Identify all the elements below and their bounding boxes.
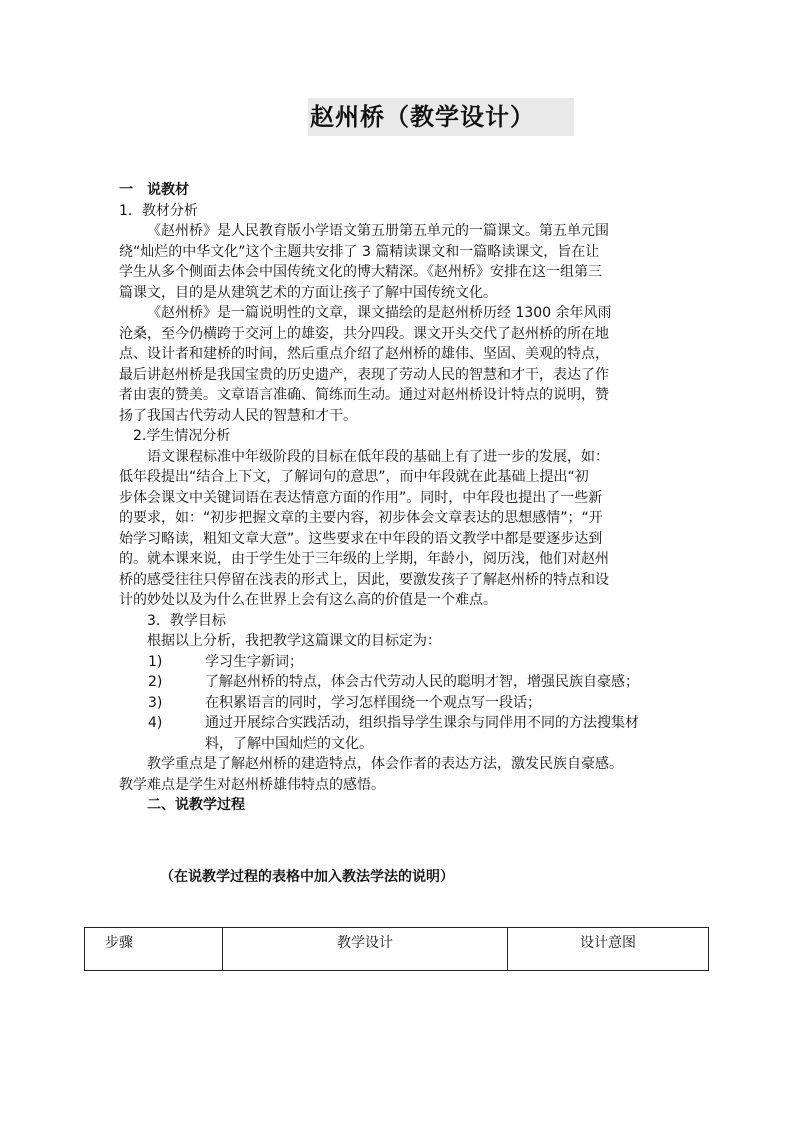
- paragraph-line: 者由衷的赞美。文章语言准确、简练而生动。通过对赵州桥设计特点的说明，赞: [119, 387, 609, 403]
- paragraph-line: 扬了我国古代劳动人民的智慧和才干。: [119, 407, 357, 424]
- subheading-1: 1．教材分析: [119, 202, 198, 219]
- document-body: [119, 180, 679, 816]
- paragraph-line: 篇课文，目的是从建筑艺术的方面让孩子了解中国传统文化。: [119, 284, 497, 301]
- subheading-3: 3．教学目标: [147, 612, 226, 629]
- goal-text: 通过开展综合实践活动，组织指导学生课余与同伴用不同的方法搜集材料，了解中国灿烂的文化。: [205, 715, 639, 752]
- goal-number: 1): [148, 653, 163, 670]
- goal-number: 4): [148, 715, 163, 731]
- table-note: （在说教学过程的表格中加入教法学法的说明）: [160, 869, 454, 885]
- table-header-row: [85, 928, 709, 971]
- goal-text: 在积累语言的同时，学习怎样围绕一个观点写一段话；: [205, 694, 541, 711]
- goal-item: [119, 652, 679, 673]
- goal-item: [119, 672, 679, 693]
- paragraph-line: 《赵州桥》是人民教育版小学语文第五册第五单元的一篇课文。第五单元围: [147, 223, 609, 239]
- paragraph-line: 计的妙处以及为什么在世界上会有这么高的价值是一个难点。: [119, 592, 497, 608]
- goal-text: 了解赵州桥的特点，体会古代劳动人民的聪明才智，增强民族自豪感；: [205, 674, 639, 690]
- paragraph-line: 最后讲赵州桥是我国宝贵的历史遗产，表现了劳动人民的智慧和才干，表达了作: [119, 366, 609, 383]
- paragraph-line: 的要求，如：“初步把握文章的主要内容，初步体会文章表达的思想感情”；“开: [119, 510, 603, 526]
- process-table: [84, 927, 709, 971]
- section-heading-1: 一 说教材: [119, 182, 189, 198]
- table-header-step: 步骤: [85, 928, 223, 971]
- paragraph-line: 桥的感受往往只停留在浅表的形式上，因此，要激发孩子了解赵州桥的特点和设: [119, 571, 609, 588]
- goal-item: [119, 693, 679, 714]
- paragraph-line: 低年段提出“结合上下文，了解词句的意思”，而中年段就在此基础上提出“初: [119, 469, 589, 485]
- paragraph-line: 《赵州桥》是一篇说明性的文章，课文描绘的是赵州桥历经 1300 余年风雨: [147, 305, 612, 321]
- goal-item: [119, 713, 679, 754]
- subheading-2: 2.学生情况分析: [133, 428, 231, 444]
- paragraph-line: 的。就本课来说，由于学生处于三年级的上学期，年龄小，阅历浅，他们对赵州: [119, 551, 609, 567]
- paragraph-line: 步体会课文中关键词语在表达情意方面的作用”。同时，中年段也提出了一些新: [119, 489, 603, 506]
- paragraph-line: 教学难点是学生对赵州桥雄伟特点的感悟。: [119, 776, 385, 793]
- paragraph-line: 根据以上分析，我把教学这篇课文的目标定为：: [147, 633, 441, 649]
- paragraph-line: 沧桑，至今仍横跨于交河上的雄姿，共分四段。课文开头交代了赵州桥的所在地: [119, 325, 609, 342]
- section-heading-2: 二、说教学过程: [147, 797, 245, 813]
- paragraph-line: 绕“灿烂的中华文化”这个主题共安排了 3 篇精读课文和一篇略读课文，旨在让: [119, 243, 600, 260]
- document-title: 赵州桥（教学设计）: [308, 98, 574, 136]
- paragraph-line: 教学重点是了解赵州桥的建造特点，体会作者的表达方法，激发民族自豪感。: [147, 756, 623, 772]
- paragraph-line: 点、设计者和建桥的时间，然后重点介绍了赵州桥的雄伟、坚固、美观的特点，: [119, 346, 609, 362]
- goal-text: 学习生字新词；: [205, 653, 303, 670]
- paragraph-line: 语文课程标准中年级阶段的目标在低年段的基础上有了进一步的发展，如：: [147, 448, 609, 465]
- table-header-intent: 设计意图: [508, 928, 709, 971]
- goal-number: 3): [148, 694, 163, 711]
- goal-number: 2): [148, 674, 163, 690]
- table-header-design: 教学设计: [223, 928, 508, 971]
- paragraph-line: 始学习略读，粗知文章大意”。这些要求在中年段的语文教学中都是要逐步达到: [119, 530, 603, 547]
- paragraph-line: 学生从多个侧面去体会中国传统文化的博大精深。《赵州桥》安排在这一组第三: [119, 264, 602, 280]
